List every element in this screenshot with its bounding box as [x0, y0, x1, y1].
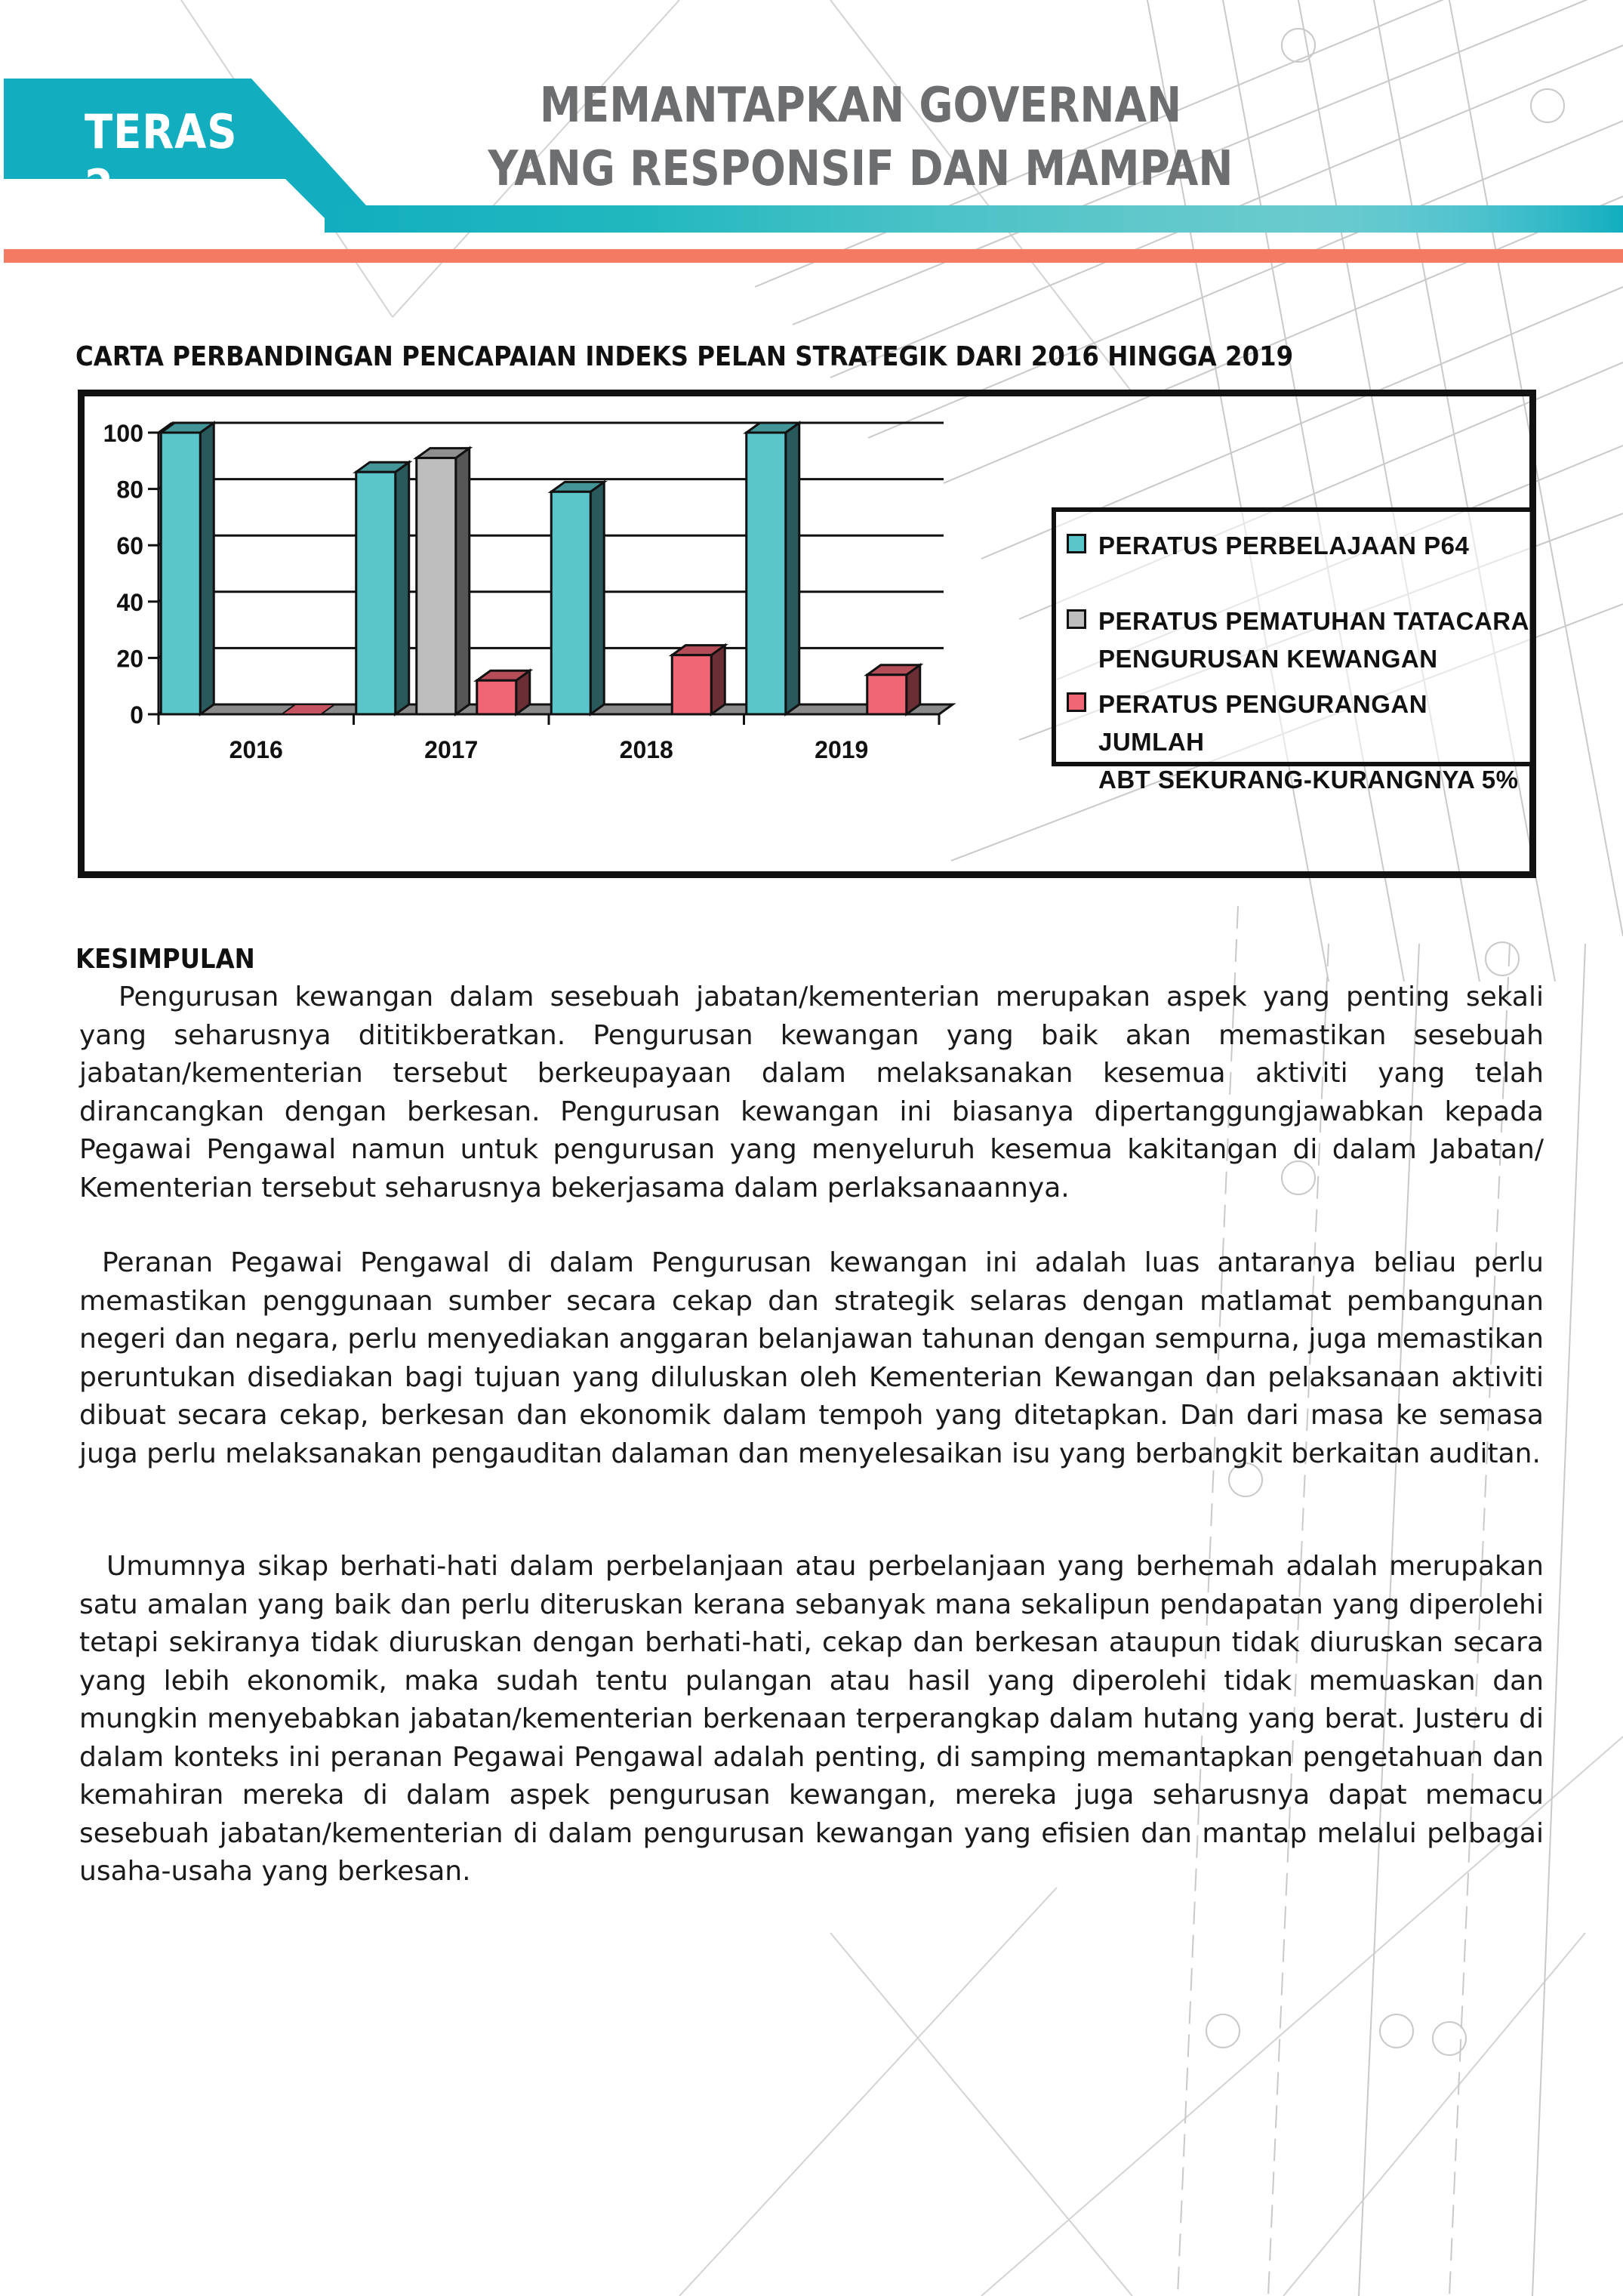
teras-label: TERAS 2 — [85, 104, 238, 214]
y-tick-label: 0 — [130, 701, 143, 729]
chart-title: CARTA PERBANDINGAN PENCAPAIAN INDEKS PELAN STRATEGIK DARI 2016 HINGGA 2019 — [75, 341, 1294, 372]
y-tick-label: 40 — [116, 588, 143, 616]
legend-label: ABT SEKURANG-KURANGNYA 5% — [1098, 766, 1519, 794]
bar-side — [711, 646, 725, 714]
bar-side — [200, 423, 214, 714]
y-tick-label: 80 — [116, 476, 143, 504]
bar — [551, 492, 590, 714]
bar — [477, 680, 516, 714]
legend-item-pematuhan — [1067, 603, 1529, 678]
bar — [747, 433, 786, 714]
conclusion-paragraph-1: Pengurusan kewangan dalam sesebuah jabatan/kementerian merupakan aspek yang penting sekali yang seharusnya dititikberatkan. Pengurusan kewangan yang baik akan memastikan sesebuah jabatan/kementerian tersebut berkeupayaan dalam melaksanakan kesemua aktiviti yang telah dirancangkan dengan berkesan. Pengurusan kewangan ini biasanya dipertanggungjawabkan kepada Pegawai Pengawal namun untuk pengurusan yang menyeluruh kesemua kakitangan di dalam Jabatan/ Kementerian tersebut seharusnya bekerjasama dalam perlaksanaannya. — [79, 982, 1544, 1203]
legend-swatch-red — [1067, 692, 1086, 712]
page-title-line-2: YANG RESPONSIF DAN MAMPAN — [488, 141, 1233, 197]
x-tick-label: 2019 — [815, 736, 869, 763]
x-tick-label: 2018 — [619, 736, 673, 763]
legend-label: PERATUS PENGURANGAN JUMLAH — [1098, 690, 1428, 756]
conclusion-paragraph-2: Peranan Pegawai Pengawal di dalam Pengurusan kewangan ini adalah luas antaranya beliau perlu memastikan penggunaan sumber secara cekap dan strategik selaras dengan matlamat pembangunan negeri dan negara, perlu menyediakan anggaran belanjawan tahunan dengan sempurna, juga memastikan peruntukan disediakan bagi tujuan yang diluluskan oleh Kementerian Kewangan dan pelaksanaan aktiviti dibuat secara cekap, berkesan dan ekonomik dalam tempoh yang ditetapkan. Dan dari masa ke semasa juga perlu melaksanakan pengauditan dalaman dan menyelesaikan isu yang berbangkit berkaitan auditan. — [79, 1247, 1544, 1469]
conclusion-paragraph-3: Umumnya sikap berhati-hati dalam perbelanjaan atau perbelanjaan yang berhemah adalah merupakan satu amalan yang baik dan perlu diteruskan kerana sebanyak mana sekalipun pendapatan yang diperolehi tetapi sekiranya tidak diuruskan dengan berhati-hati, cekap dan berkesan ataupun tidak diuruskan secara yang lebih ekonomik, maka sudah tentu pulangan atau hasil yang diperolehi tidak memuaskan dan mungkin menyebabkan jabatan/kementerian berkenaan terperangkap dalam hutang yang berat. Justeru di dalam konteks ini peranan Pegawai Pengawal adalah penting, di samping memantapkan pengetahuan dan kemahiran mereka di dalam aspek pengurusan kewangan, mereka juga seharusnya dapat memacu sesebuah jabatan/kementerian di dalam pengurusan kewangan yang efisien dan mantap melalui pelbagai usaha-usaha yang berkesan. — [79, 1551, 1544, 1887]
bar — [867, 675, 907, 714]
y-tick-label: 100 — [103, 420, 143, 447]
bar — [356, 472, 396, 714]
bar-side — [396, 462, 409, 714]
y-tick-label: 60 — [116, 532, 143, 560]
legend-item-p64 — [1067, 527, 1469, 565]
legend-swatch-grey — [1067, 609, 1086, 629]
y-tick-label: 20 — [116, 645, 143, 673]
bar-side — [786, 423, 799, 714]
page-title-line-1: MEMANTAPKAN GOVERNAN — [539, 78, 1182, 134]
conclusion-heading: KESIMPULAN — [75, 944, 255, 975]
legend-swatch-teal — [1067, 534, 1086, 553]
bar — [672, 655, 711, 714]
bar-side — [590, 482, 604, 714]
x-tick-label: 2017 — [424, 736, 479, 763]
chart-legend — [1052, 507, 1535, 794]
bar — [417, 458, 456, 714]
x-tick-label: 2016 — [229, 736, 283, 763]
legend-label: PENGURUSAN KEWANGAN — [1098, 645, 1438, 673]
bar — [161, 433, 200, 714]
legend-item-abt — [1067, 686, 1530, 799]
legend-label: PERATUS PERBELAJAAN P64 — [1098, 532, 1470, 559]
bar-side — [456, 448, 470, 714]
legend-label: PERATUS PEMATUHAN TATACARA — [1098, 607, 1529, 635]
